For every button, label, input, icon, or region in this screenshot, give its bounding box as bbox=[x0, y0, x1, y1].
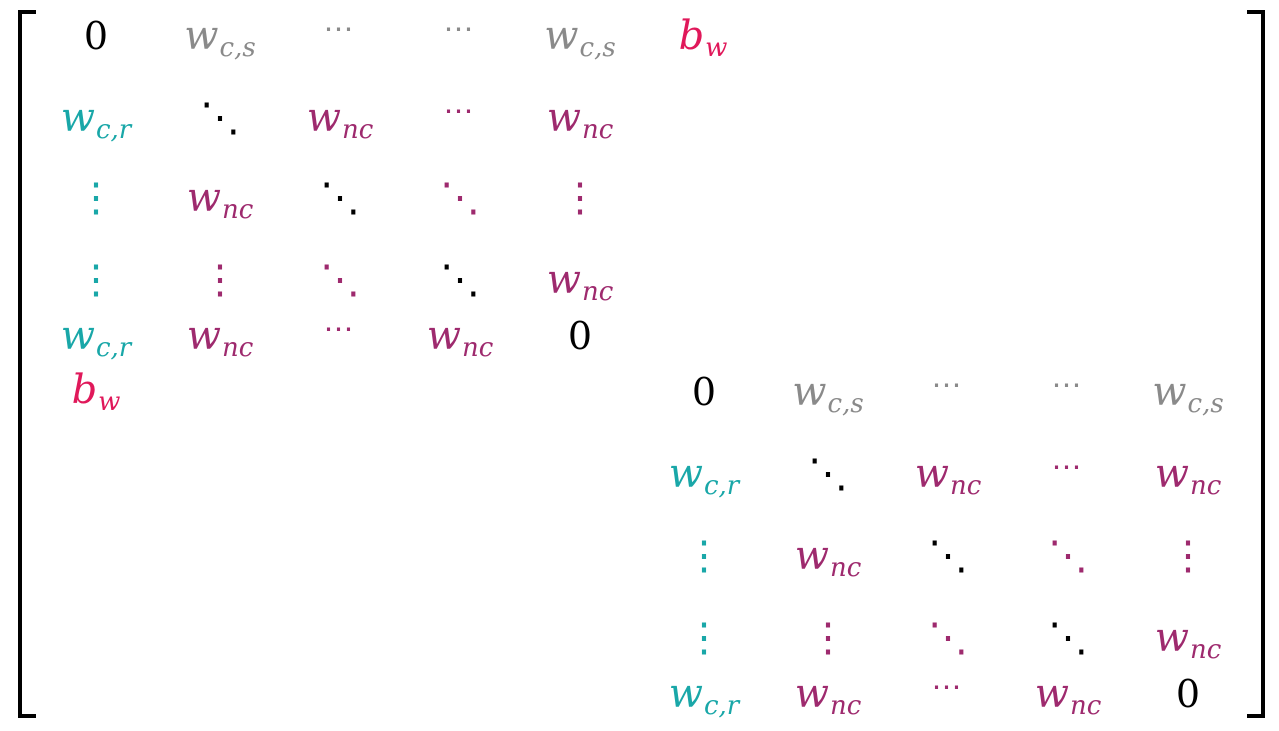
symbol-base: w bbox=[546, 257, 581, 303]
symbol-base: w bbox=[794, 671, 829, 717]
zero-entry: 0 bbox=[691, 370, 717, 414]
block2-cell-r1-c1 bbox=[763, 446, 893, 502]
symbol-base: b bbox=[71, 367, 98, 413]
block2-cell-r0-c4 bbox=[1123, 364, 1253, 420]
block1-cell-r2-c0 bbox=[31, 170, 161, 226]
symbol-subscript: c,s bbox=[579, 33, 616, 63]
block2-cell-r2-c0 bbox=[639, 528, 769, 584]
zero-entry: 0 bbox=[1175, 672, 1201, 716]
symbol-base: w bbox=[186, 313, 221, 359]
dots-v-glyph: ⋮ bbox=[684, 533, 724, 579]
dots-d-glyph: ⋱ bbox=[320, 257, 360, 303]
symbol-base: w bbox=[184, 13, 219, 59]
symbol-base: w bbox=[1154, 615, 1189, 661]
block2-cell-r4-c1 bbox=[763, 666, 893, 722]
symbol-base: w bbox=[1154, 451, 1189, 497]
dots-h-glyph: ⋯ bbox=[931, 670, 965, 705]
dots-d-glyph: ⋱ bbox=[928, 533, 968, 579]
symbol-base: w bbox=[306, 95, 341, 141]
block1-cell-r3-c4 bbox=[515, 252, 645, 308]
symbol-base: w bbox=[1152, 369, 1187, 415]
symbol-base: w bbox=[1034, 671, 1069, 717]
dots-h-glyph: ⋯ bbox=[323, 12, 357, 47]
symbol-subscript: nc bbox=[461, 333, 494, 363]
symbol-subscript: nc bbox=[221, 195, 254, 225]
block2-cell-r3-c4 bbox=[1123, 610, 1253, 666]
block1-cell-r1-c4 bbox=[515, 90, 645, 146]
symbol-base: w bbox=[544, 13, 579, 59]
block1-cell-r3-c1 bbox=[155, 252, 285, 308]
dots-h-glyph: ⋯ bbox=[931, 368, 965, 403]
block2-cell-r3-c1 bbox=[763, 610, 893, 666]
symbol-base: w bbox=[60, 313, 95, 359]
symbol-subscript: c,r bbox=[703, 471, 740, 501]
block1-cell-r2-c1 bbox=[155, 170, 285, 226]
dots-v-glyph: ⋮ bbox=[76, 257, 116, 303]
symbol-subscript: c,r bbox=[703, 691, 740, 721]
dots-d-glyph: ⋱ bbox=[440, 257, 480, 303]
block1-cell-r4-c1 bbox=[155, 308, 285, 364]
block1-cell-r4-c4 bbox=[515, 308, 645, 364]
block2-cell-r4-c0 bbox=[639, 666, 769, 722]
block1-cell-r2-c2 bbox=[275, 170, 405, 226]
symbol-subscript: nc bbox=[949, 471, 982, 501]
dots-v-glyph: ⋮ bbox=[1168, 533, 1208, 579]
dots-d-glyph: ⋱ bbox=[200, 95, 240, 141]
block1-cell-r0-c2 bbox=[275, 8, 405, 64]
dots-h-glyph: ⋯ bbox=[443, 94, 477, 129]
symbol-base: w bbox=[546, 95, 581, 141]
block2-cell-r0-c1 bbox=[763, 364, 893, 420]
dots-h-glyph: ⋯ bbox=[323, 312, 357, 347]
block2-cell-r1-c4 bbox=[1123, 446, 1253, 502]
dots-d-glyph: ⋱ bbox=[1048, 615, 1088, 661]
symbol-base: w bbox=[60, 95, 95, 141]
block2-cell-r4-c4 bbox=[1123, 666, 1253, 722]
block1-cell-r2-c4 bbox=[515, 170, 645, 226]
symbol-subscript: nc bbox=[581, 115, 614, 145]
symbol-subscript: w bbox=[705, 33, 728, 63]
symbol-base: b bbox=[678, 13, 705, 59]
block2-cell-r3-c3 bbox=[1003, 610, 1133, 666]
symbol-subscript: nc bbox=[581, 277, 614, 307]
dots-d-glyph: ⋱ bbox=[320, 175, 360, 221]
block1-cell-r1-c3 bbox=[395, 90, 525, 146]
block2-cell-r1-c0 bbox=[639, 446, 769, 502]
symbol-subscript: nc bbox=[1189, 471, 1222, 501]
symbol-subscript: nc bbox=[829, 691, 862, 721]
dots-d-glyph: ⋱ bbox=[440, 175, 480, 221]
block2-cell-r4-c2 bbox=[883, 666, 1013, 722]
dots-d-glyph: ⋱ bbox=[1048, 533, 1088, 579]
block1-cell-r2-c3 bbox=[395, 170, 525, 226]
symbol-base: w bbox=[794, 533, 829, 579]
symbol-subscript: nc bbox=[341, 115, 374, 145]
dots-v-glyph: ⋮ bbox=[560, 175, 600, 221]
block1-cell-r1-c2 bbox=[275, 90, 405, 146]
block2-cell-r1-c3 bbox=[1003, 446, 1133, 502]
symbol-subscript: c,s bbox=[219, 33, 256, 63]
block1-cell-r4-c2 bbox=[275, 308, 405, 364]
block1-cell-r3-c3 bbox=[395, 252, 525, 308]
block2-cell-r2-c2 bbox=[883, 528, 1013, 584]
block1-cell-r3-c2 bbox=[275, 252, 405, 308]
block1-cell-r4-c0 bbox=[31, 308, 161, 364]
block1-cell-r0-c1 bbox=[155, 8, 285, 64]
symbol-subscript: c,r bbox=[95, 115, 132, 145]
block2-cell-r3-c0 bbox=[639, 610, 769, 666]
dots-v-glyph: ⋮ bbox=[808, 615, 848, 661]
coupling-bw-top-right bbox=[638, 8, 768, 64]
symbol-base: w bbox=[426, 313, 461, 359]
dots-d-glyph: ⋱ bbox=[808, 451, 848, 497]
symbol-base: w bbox=[792, 369, 827, 415]
block1-cell-r1-c0 bbox=[31, 90, 161, 146]
symbol-base: w bbox=[186, 175, 221, 221]
dots-d-glyph: ⋱ bbox=[928, 615, 968, 661]
zero-entry: 0 bbox=[83, 14, 109, 58]
block2-cell-r2-c4 bbox=[1123, 528, 1253, 584]
block2-cell-r0-c2 bbox=[883, 364, 1013, 420]
zero-entry: 0 bbox=[567, 314, 593, 358]
symbol-subscript: c,r bbox=[95, 333, 132, 363]
coupling-bw-bottom-left bbox=[31, 362, 161, 418]
block1-cell-r0-c3 bbox=[395, 8, 525, 64]
block2-cell-r3-c2 bbox=[883, 610, 1013, 666]
block2-cell-r2-c3 bbox=[1003, 528, 1133, 584]
block1-cell-r4-c3 bbox=[395, 308, 525, 364]
block1-cell-r0-c4 bbox=[515, 8, 645, 64]
symbol-base: w bbox=[668, 671, 703, 717]
block1-cell-r3-c0 bbox=[31, 252, 161, 308]
dots-h-glyph: ⋯ bbox=[443, 12, 477, 47]
block2-cell-r0-c0 bbox=[639, 364, 769, 420]
block2-cell-r4-c3 bbox=[1003, 666, 1133, 722]
symbol-subscript: c,s bbox=[1187, 389, 1224, 419]
dots-h-glyph: ⋯ bbox=[1051, 368, 1085, 403]
block1-cell-r0-c0 bbox=[31, 8, 161, 64]
symbol-subscript: nc bbox=[829, 553, 862, 583]
symbol-subscript: nc bbox=[1069, 691, 1102, 721]
block2-cell-r1-c2 bbox=[883, 446, 1013, 502]
dots-v-glyph: ⋮ bbox=[684, 615, 724, 661]
symbol-subscript: w bbox=[98, 387, 121, 417]
dots-v-glyph: ⋮ bbox=[76, 175, 116, 221]
block2-cell-r0-c3 bbox=[1003, 364, 1133, 420]
symbol-base: w bbox=[668, 451, 703, 497]
symbol-subscript: nc bbox=[221, 333, 254, 363]
dots-h-glyph: ⋯ bbox=[1051, 450, 1085, 485]
block2-cell-r2-c1 bbox=[763, 528, 893, 584]
block1-cell-r1-c1 bbox=[155, 90, 285, 146]
symbol-subscript: c,s bbox=[827, 389, 864, 419]
symbol-subscript: nc bbox=[1189, 635, 1222, 665]
symbol-base: w bbox=[914, 451, 949, 497]
dots-v-glyph: ⋮ bbox=[200, 257, 240, 303]
